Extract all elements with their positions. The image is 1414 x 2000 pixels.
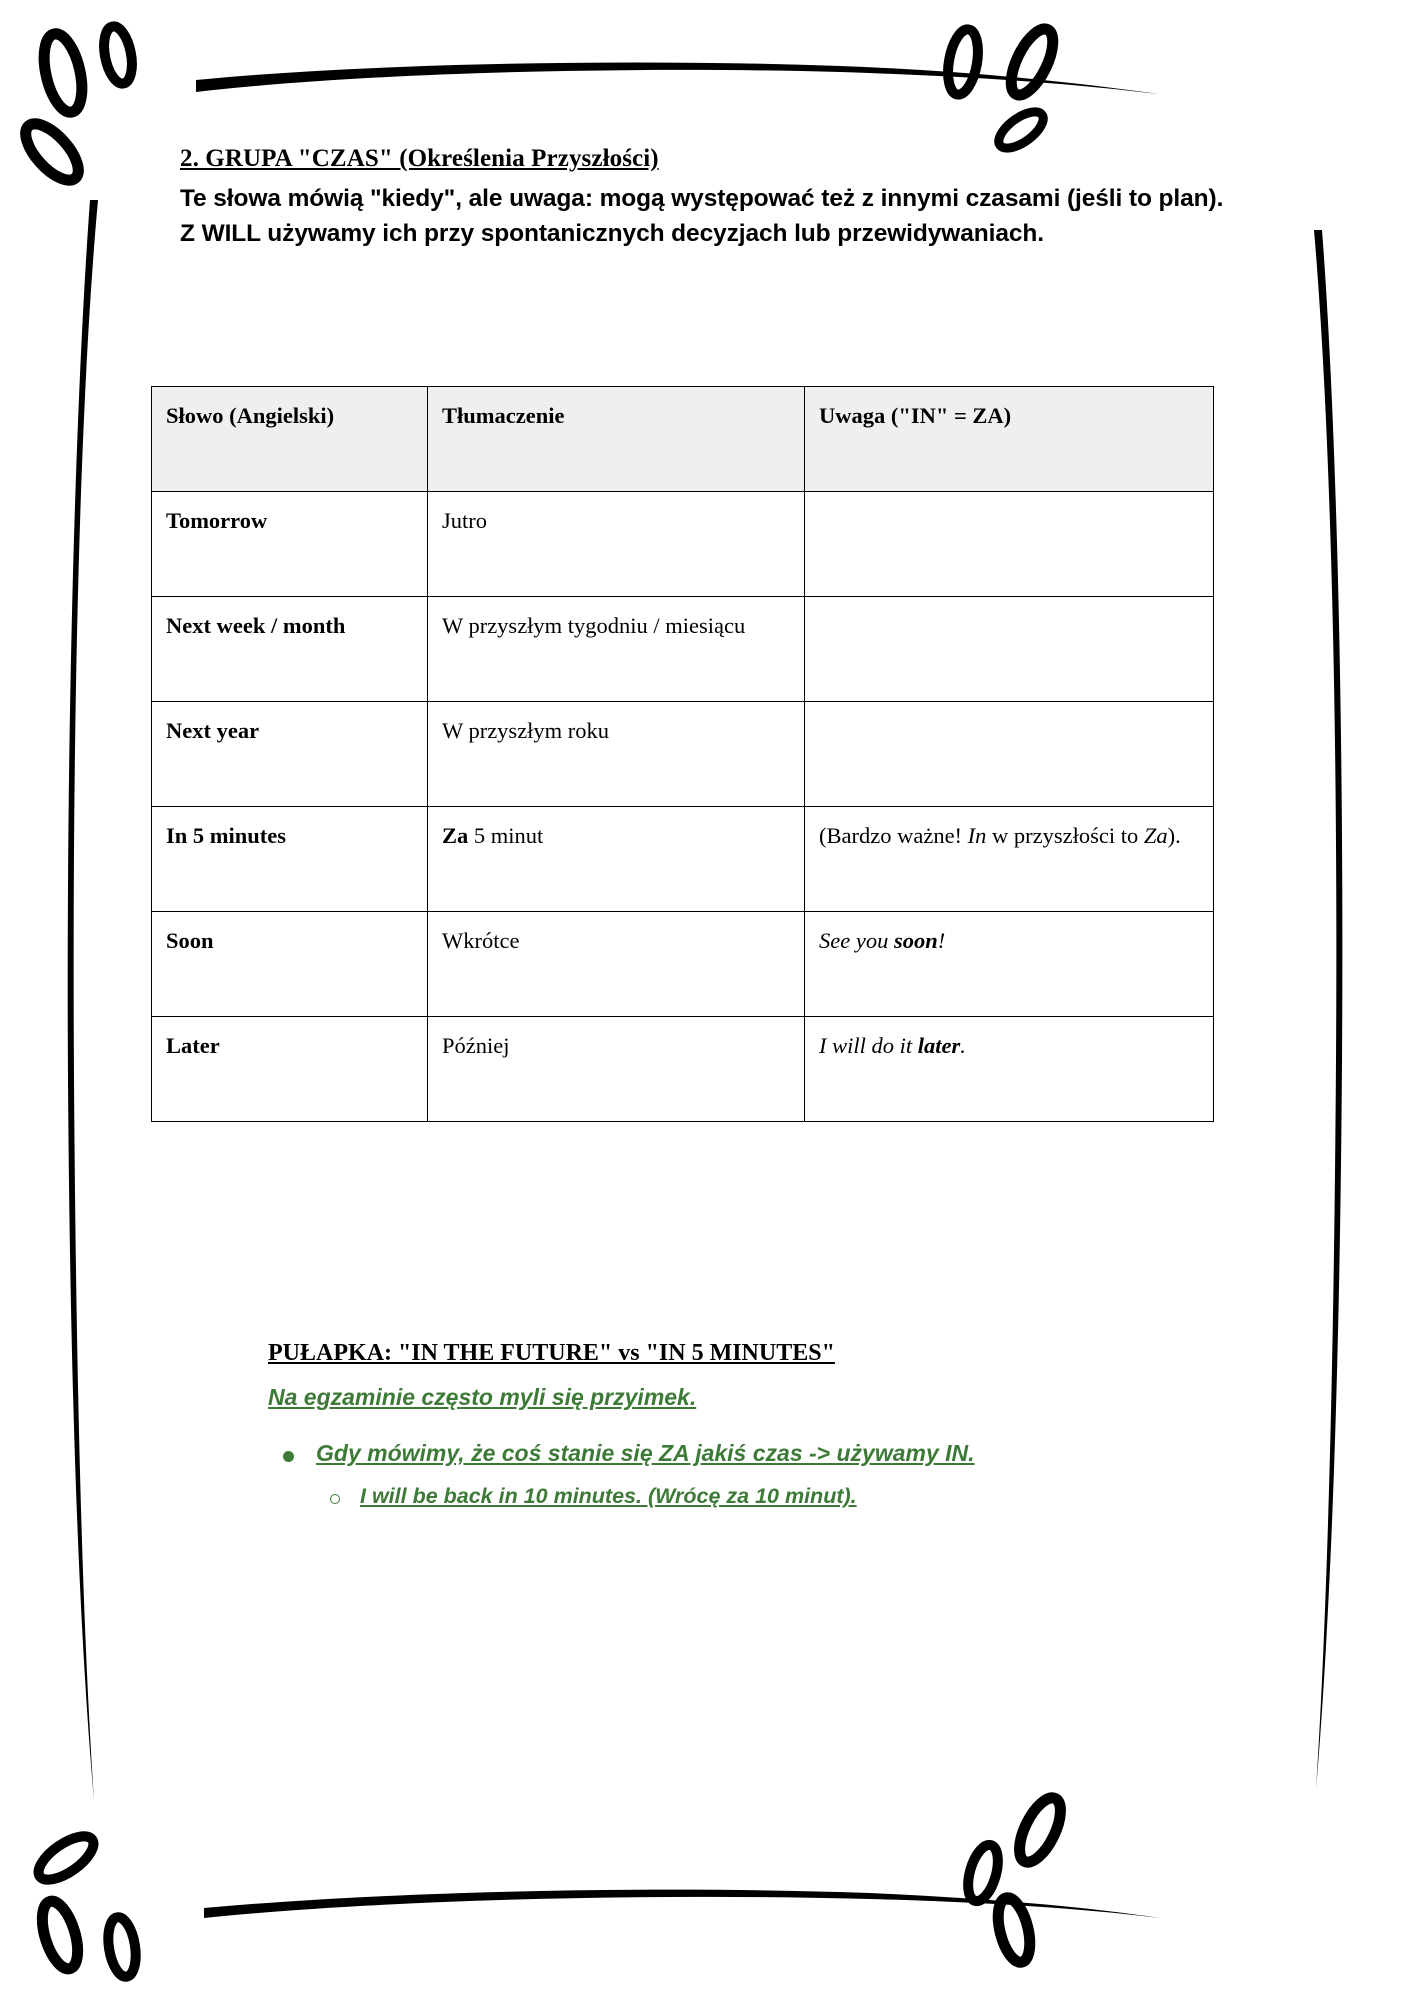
table-row <box>152 597 1214 702</box>
trap-bullet-item <box>283 1440 975 1467</box>
table-header-row <box>152 387 1214 492</box>
table-row <box>152 807 1214 912</box>
note-fragment: ). <box>1167 823 1181 848</box>
table-body <box>152 492 1214 1122</box>
note-fragment: Za <box>1143 823 1168 848</box>
column-header-note: Uwaga ("IN" = ZA) <box>805 387 1214 492</box>
note-fragment: later <box>917 1033 961 1058</box>
cell-word: Next week / month <box>152 597 428 702</box>
note-fragment: In <box>967 823 987 848</box>
vocabulary-table <box>151 386 1214 1122</box>
translation-emphasis: Za <box>442 823 469 848</box>
cell-note <box>805 702 1214 807</box>
cell-word: Next year <box>152 702 428 807</box>
trap-bullet-label: Gdy mówimy, że coś stanie się ZA jakiś czas -> używamy IN. <box>316 1440 975 1466</box>
cell-word: Tomorrow <box>152 492 428 597</box>
table-row <box>152 702 1214 807</box>
note-fragment: See you <box>819 928 894 953</box>
trap-heading: PUŁAPKA: "IN THE FUTURE" vs "IN 5 MINUTES" <box>268 1340 835 1366</box>
bullet-circle-icon <box>330 1494 340 1504</box>
table-row <box>152 912 1214 1017</box>
table-header <box>152 387 1214 492</box>
note-fragment: (Bardzo ważne! <box>819 823 968 848</box>
note-fragment: . <box>960 1033 966 1058</box>
cell-translation: Wkrótce <box>428 912 805 1017</box>
note-fragment: soon <box>893 928 938 953</box>
cell-translation: Jutro <box>428 492 805 597</box>
bullet-dot-icon <box>283 1451 294 1462</box>
note-fragment: w przyszłości to <box>986 823 1144 848</box>
trap-subbullet-item <box>330 1484 857 1509</box>
cell-translation: W przyszłym roku <box>428 702 805 807</box>
cell-note <box>805 912 1214 1017</box>
cell-note <box>805 1017 1214 1122</box>
cell-word: Soon <box>152 912 428 1017</box>
note-fragment: ! <box>937 928 946 953</box>
cell-note <box>805 492 1214 597</box>
table-row <box>152 492 1214 597</box>
column-header-translation: Tłumaczenie <box>428 387 805 492</box>
column-header-word: Słowo (Angielski) <box>152 387 428 492</box>
table-row <box>152 1017 1214 1122</box>
cell-note <box>805 807 1214 912</box>
section-heading: 2. GRUPA "CZAS" (Określenia Przyszłości) <box>180 145 659 172</box>
cell-word: In 5 minutes <box>152 807 428 912</box>
note-fragment: I will do it <box>819 1033 918 1058</box>
cell-word: Later <box>152 1017 428 1122</box>
cell-translation: W przyszłym tygodniu / miesiącu <box>428 597 805 702</box>
cell-translation: Później <box>428 1017 805 1122</box>
cell-note <box>805 597 1214 702</box>
cell-translation: Za 5 minut <box>428 807 805 912</box>
trap-subtitle: Na egzaminie często myli się przyimek. <box>268 1384 697 1410</box>
section-intro-paragraph: Te słowa mówią "kiedy", ale uwaga: mogą występować też z innymi czasami (jeśli to plan). Z WILL używamy ich przy spontanicznych decyzjach lub przewidywaniach. <box>180 185 1224 247</box>
trap-subbullet-label: I will be back in 10 minutes. (Wrócę za 10 minut). <box>360 1484 857 1508</box>
